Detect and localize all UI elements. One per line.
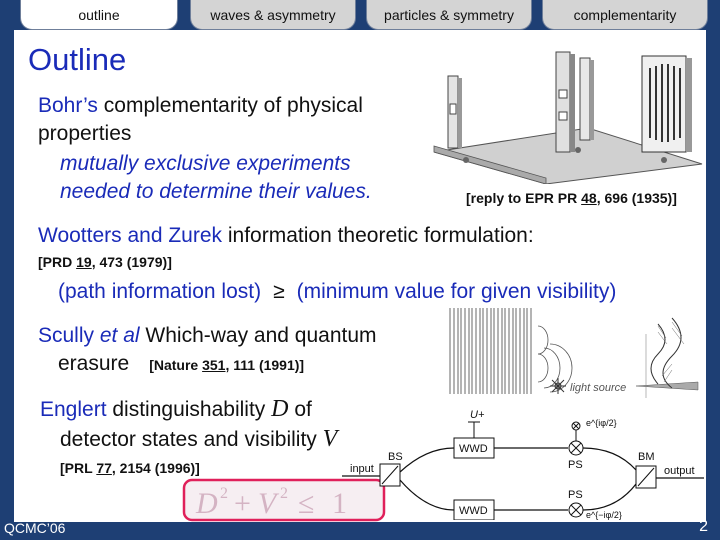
phase-bottom-label: e^{−iφ/2}	[586, 510, 622, 520]
ref-nature-pre: [Nature	[149, 357, 203, 373]
which-way-fringes-figure	[446, 304, 706, 400]
scully-etal: et al	[99, 324, 140, 347]
ref-epr-pre: [reply to EPR PR	[466, 190, 582, 206]
ref-prl-post: , 2154 (1996)]	[111, 460, 200, 476]
page-number: 2	[699, 518, 708, 535]
svg-text:≤: ≤	[298, 487, 315, 520]
ref-nature-post: , 111 (1991)]	[225, 357, 305, 373]
englert-line-1	[40, 396, 312, 423]
ref-prd-post: , 473 (1979)]	[91, 254, 172, 270]
ref-prd-pre: [PRD	[38, 254, 77, 270]
bohr-line-2: properties	[38, 122, 132, 145]
svg-text:2: 2	[280, 485, 288, 502]
bohr-line-3: mutually exclusive experiments	[60, 152, 351, 175]
ref-prl-pre: [PRL	[60, 460, 97, 476]
ref-prl	[60, 460, 200, 476]
tab-complementarity[interactable]: complementarity	[542, 0, 708, 30]
ref-epr-volume: 48	[581, 190, 597, 206]
output-label: output	[664, 465, 695, 477]
ref-nature	[149, 357, 304, 373]
tab-bar	[0, 0, 720, 30]
symbol-V: V	[322, 426, 338, 452]
bohr-line-1	[38, 94, 363, 118]
ref-epr-post: , 696 (1935)]	[596, 190, 677, 206]
bohr-name: Bohr’s	[38, 94, 98, 117]
phase-top-label: e^{iφ/2}	[586, 418, 617, 428]
input-label: input	[350, 463, 374, 475]
inequality-left: (path information lost)	[58, 280, 262, 303]
bohr-line-4: needed to determine their values.	[60, 180, 372, 203]
scully-line-1	[38, 324, 377, 348]
wwd-top-label: WWD	[459, 443, 488, 455]
tab-waves-asymmetry[interactable]: waves & asymmetry	[190, 0, 356, 30]
scully-name: Scully	[38, 324, 100, 347]
ref-prd-volume: 19	[76, 254, 92, 270]
svg-text:V: V	[258, 487, 277, 520]
ps-bottom-label: PS	[568, 489, 583, 501]
page-title: Outline	[28, 42, 127, 77]
slide-content	[14, 30, 706, 522]
scully-erasure: erasure	[58, 352, 130, 375]
inequality-right: (minimum value for given visibility)	[296, 280, 617, 303]
bohr-text: complementarity of physical	[97, 94, 363, 117]
bm-label: BM	[638, 451, 655, 463]
u-top-label: U+	[470, 409, 485, 421]
wootters-text: information theoretic formulation:	[222, 224, 534, 247]
tab-particles-symmetry[interactable]: particles & symmetry	[366, 0, 532, 30]
tab-outline[interactable]: outline	[20, 0, 178, 30]
svg-text:1: 1	[332, 487, 347, 520]
englert-of: of	[288, 398, 312, 421]
englert-line-2	[60, 426, 337, 453]
englert-text-2: detector states and visibility	[60, 428, 323, 451]
scully-text: Which-way and quantum	[139, 324, 377, 347]
englert-interferometer-diagram	[336, 392, 706, 520]
svg-text:D: D	[196, 487, 218, 520]
englert-name: Englert	[40, 398, 107, 421]
wwd-bottom-label: WWD	[459, 505, 488, 517]
wootters-names: Wootters and Zurek	[38, 224, 223, 247]
geq-symbol: ≥	[273, 280, 285, 303]
bohr-apparatus-figure	[428, 32, 704, 184]
bs-label: BS	[388, 451, 403, 463]
ref-epr	[466, 190, 677, 206]
inequality-line	[58, 280, 616, 304]
light-source-label: light source	[570, 382, 627, 394]
ref-prd	[38, 254, 172, 270]
scully-line-2	[58, 352, 304, 376]
svg-text:+: +	[234, 487, 251, 520]
englert-text: distinguishability	[106, 398, 272, 421]
symbol-D: D	[271, 396, 289, 422]
wootters-line	[38, 224, 534, 248]
footer-conference: QCMC’06	[4, 520, 66, 536]
ref-nature-volume: 351	[202, 357, 226, 373]
ref-prl-volume: 77	[96, 460, 112, 476]
ps-top-label: PS	[568, 459, 583, 471]
svg-text:2: 2	[220, 485, 228, 502]
